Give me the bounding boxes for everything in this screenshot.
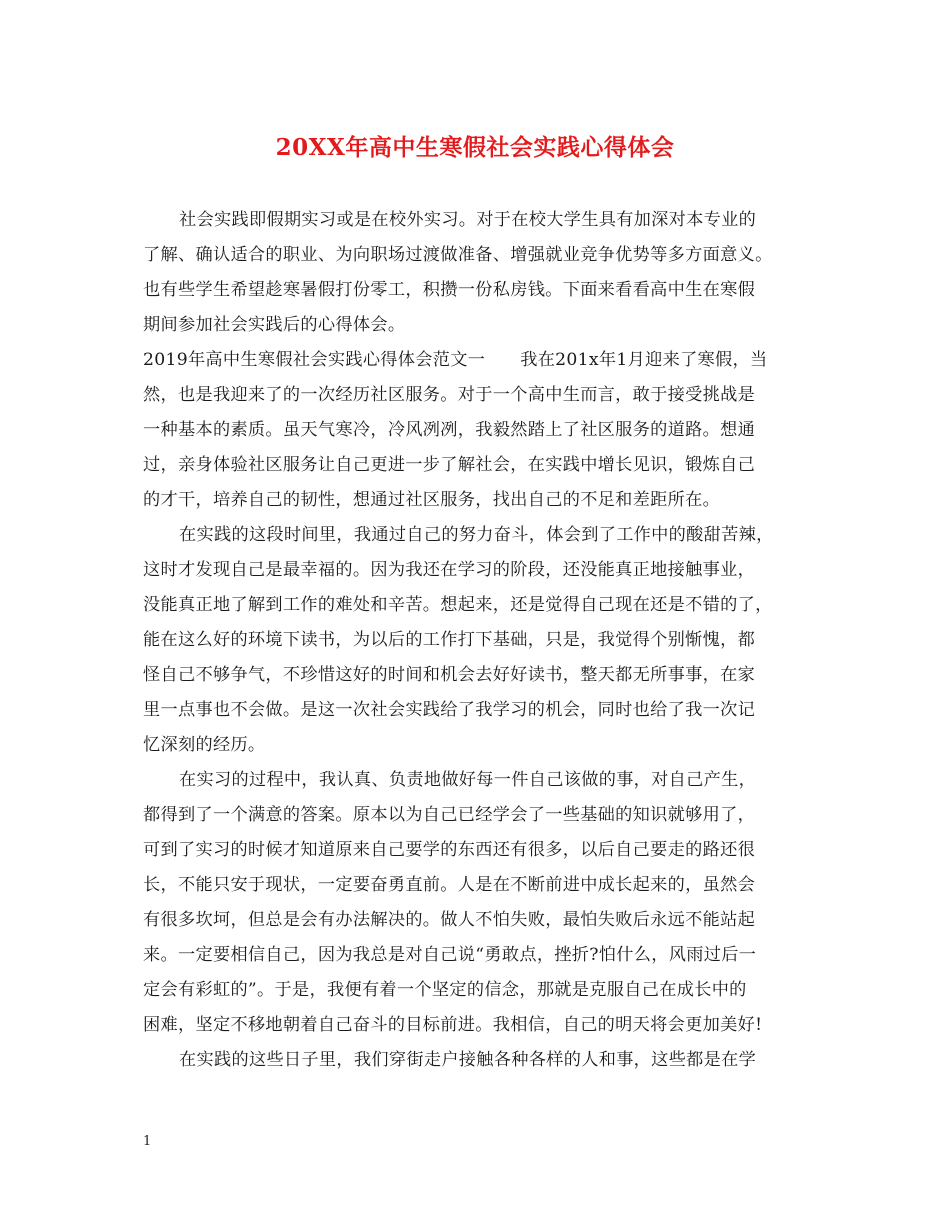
paragraph-line: 有很多坎坷，但总是会有办法解决的。做人不怕失败，最怕失败后永远不能站起 [143, 910, 756, 930]
paragraph-line: 这时才发现自己是最幸福的。因为我还在学习的阶段，还没能真正地接触事业， [143, 560, 756, 580]
paragraph-line: 然，也是我迎来了的一次经历社区服务。对于一个高中生而言，敢于接受挑战是 [143, 385, 756, 405]
paragraph-line: 在实践的这些日子里，我们穿街走户接触各种各样的人和事，这些都是在学 [179, 1050, 757, 1070]
page-number: 1 [143, 1134, 152, 1149]
paragraph-line: 里一点事也不会做。是这一次社会实践给了我学习的机会，同时也给了我一次记 [143, 700, 756, 720]
paragraph-line: 一种基本的素质。虽天气寒冷，冷风冽冽，我毅然踏上了社区服务的道路。想通 [143, 420, 756, 440]
paragraph-line: 了解、确认适合的职业、为向职场过渡做准备、增强就业竞争优势等多方面意义。 [143, 245, 773, 265]
paragraph-line: 在实习的过程中，我认真、负责地做好每一件自己该做的事，对自己产生， [179, 770, 757, 790]
paragraph-line: 可到了实习的时候才知道原来自己要学的东西还有很多，以后自己要走的路还很 [143, 840, 756, 860]
paragraph-line: 没能真正地了解到工作的难处和辛苦。想起来，还是觉得自己现在还是不错的了， [143, 595, 773, 615]
paragraph-line: 能在这么好的环境下读书，为以后的工作打下基础，只是，我觉得个别惭愧，都 [143, 630, 756, 650]
paragraph-line: 都得到了一个满意的答案。原本以为自己已经学会了一些基础的知识就够用了， [143, 805, 756, 825]
paragraph-line: 也有些学生希望趁寒暑假打份零工，积攒一份私房钱。下面来看看高中生在寒假 [143, 280, 756, 300]
paragraph-line: 社会实践即假期实习或是在校外实习。对于在校大学生具有加深对本专业的 [179, 210, 757, 230]
paragraph-line: 2019年高中生寒假社会实践心得体会范文一 我在201x年1月迎来了寒假，当 [143, 350, 768, 370]
paragraph-line: 过，亲身体验社区服务让自己更进一步了解社会，在实践中增长见识，锻炼自己 [143, 455, 756, 475]
paragraph-line: 在实践的这段时间里，我通过自己的努力奋斗，体会到了工作中的酸甜苦辣， [179, 525, 774, 545]
paragraph-line: 困难，坚定不移地朝着自己奋斗的目标前进。我相信，自己的明天将会更加美好! [143, 1015, 763, 1035]
paragraph-line: 来。一定要相信自己，因为我总是对自己说“勇敢点，挫折?怕什么，风雨过后一 [143, 945, 757, 965]
paragraph-line: 怪自己不够争气，不珍惜这好的时间和机会去好好读书，整天都无所事事，在家 [143, 665, 756, 685]
paragraph-line: 的才干，培养自己的韧性，想通过社区服务，找出自己的不足和差距所在。 [143, 490, 721, 510]
paragraph-line: 期间参加社会实践后的心得体会。 [143, 315, 406, 335]
paragraph-line: 定会有彩虹的”。于是，我便有着一个坚定的信念，那就是克服自己在成长中的 [143, 980, 747, 1000]
paragraph-line: 长，不能只安于现状，一定要奋勇直前。人是在不断前进中成长起来的，虽然会 [143, 875, 756, 895]
document-title: 20XX年高中生寒假社会实践心得体会 [275, 134, 675, 161]
paragraph-line: 忆深刻的经历。 [143, 735, 266, 755]
